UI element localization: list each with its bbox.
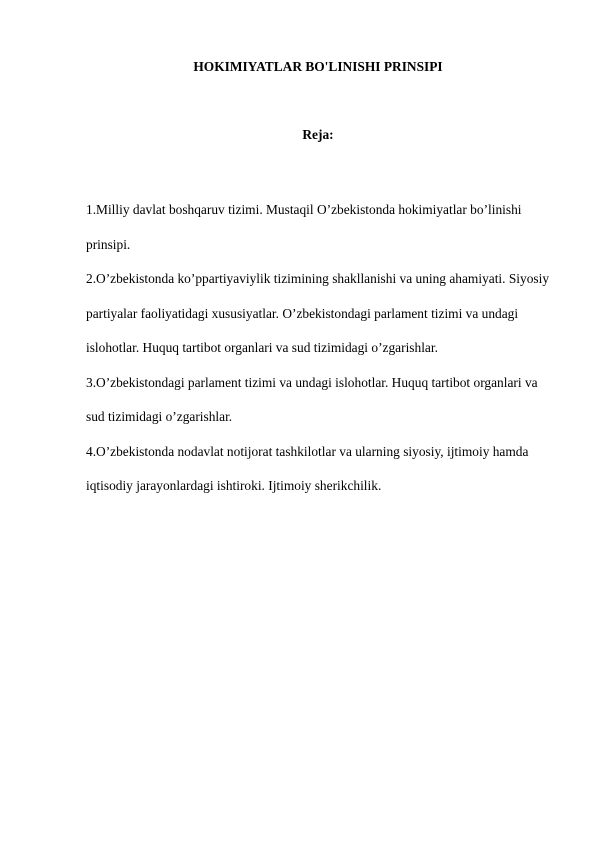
plan-item-2: 2.O’zbekistonda ko’ppartiyaviylik tizimining shakllanishi va uning ahamiyati. Siyosiy partiyalar faoliyatidagi xususiyatlar. O’zbekistondagi parlament tizimi va undagi islohotlar. Huquq tartibot organlari va sud tizimidagi o’zgarishlar.	[86, 271, 550, 355]
plan-list	[86, 193, 556, 504]
plan-item-4: 4.O’zbekistonda nodavlat notijorat tashkilotlar va ularning siyosiy, ijtimoiy hamda iqtisodiy jarayonlardagi ishtiroki. Ijtimoiy sherikchilik.	[86, 443, 529, 493]
plan-item-1: 1.Milliy davlat boshqaruv tizimi. Mustaqil O’zbekistonda hokimiyatlar bo’linishi prinsipi.	[86, 202, 522, 252]
document-title: HOKIMIYATLAR BO'LINISHI PRINSIPI	[193, 59, 443, 74]
plan-item-3: 3.O’zbekistondagi parlament tizimi va undagi islohotlar. Huquq tartibot organlari va sud tizimidagi o’zgarishlar.	[86, 374, 538, 424]
plan-heading: Reja:	[302, 127, 334, 142]
